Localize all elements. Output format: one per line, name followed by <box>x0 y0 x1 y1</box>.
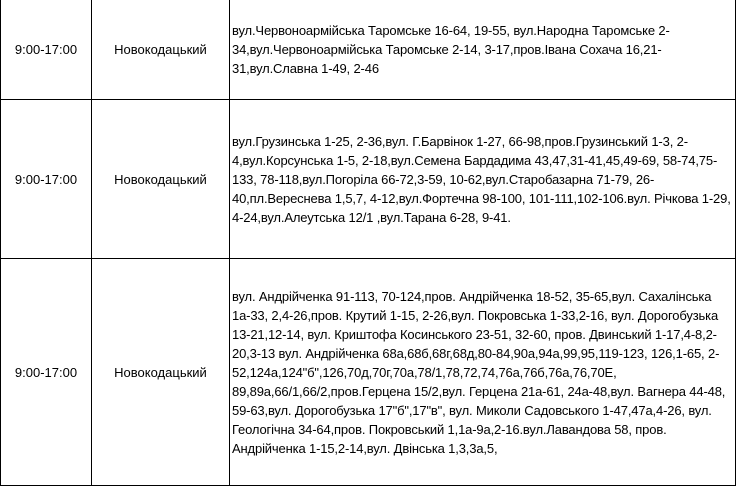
streets-cell: вул.Грузинська 1-25, 2-36,вул. Г.Барвінок 1-27, 66-98,пров.Грузинський 1-3, 2-4,вул.Корсунська 1-5, 2-18,вул.Семена Бардадима 43,47,31-41,45,49-69, 58-74,75-133, 78-118,вул.Погоріла 66-72,3-59, 10-62,вул.Старобазарна 71-79, 26-40,пл.Вереснева 1,5,7, 4-12,вул.Фортечна 98-100, 101-111,102-106.вул. Річкова 1-29, 4-24,вул.Алеутська 12/1 ,вул.Тарана 6-28, 9-41. <box>230 100 736 259</box>
table-row <box>1 100 736 259</box>
district-cell: Новокодацький <box>92 100 230 259</box>
streets-cell: вул. Андрійченка 91-113, 70-124,пров. Андрійченка 18-52, 35-65,вул. Сахалінська 1а-33, 2,4-26,пров. Крутий 1-15, 2-26,вул. Покровська 1-33,2-16, вул. Дорогобузька 13-21,12-14, вул. Криштофа Косинського 23-51, 32-60, пров. Двинський 1-17,4-8,2-20,3-13 вул. Андрійченка 68а,68б,68г,68д,80-84,90а,94а,99,95,119-123, 126,1-65, 2-52,124а,124"б",126,70д,70г,70а,78/1,78,72,74,76а,76б,76а,76,70Е, 89,89а,66/1,66/2,пров.Герцена 15/2,вул. Герцена 21а-61, 24а-48,вул. Вагнера 44-48, 59-63,вул. Дорогобузька 17"б",17"в", вул. Миколи Садовського 1-47,47а,4-26, вул. Геологічна 34-64,пров. Покровський 1,1а-9а,2-16.вул.Лавандова 58, пров. Андрійченка 1-15,2-14,вул. Двінська 1,3,3а,5, <box>230 259 736 486</box>
time-cell: 9:00-17:00 <box>1 0 92 100</box>
district-cell: Новокодацький <box>92 0 230 100</box>
time-cell: 9:00-17:00 <box>1 259 92 486</box>
district-cell: Новокодацький <box>92 259 230 486</box>
time-cell: 9:00-17:00 <box>1 100 92 259</box>
table-row <box>1 259 736 486</box>
table-row <box>1 0 736 100</box>
streets-cell: вул.Червоноармійська Таромське 16-64, 19-55, вул.Народна Таромське 2-34,вул.Червоноармійська Таромське 2-14, 3-17,пров.Івана Сохача 16,21-31,вул.Славна 1-49, 2-46 <box>230 0 736 100</box>
